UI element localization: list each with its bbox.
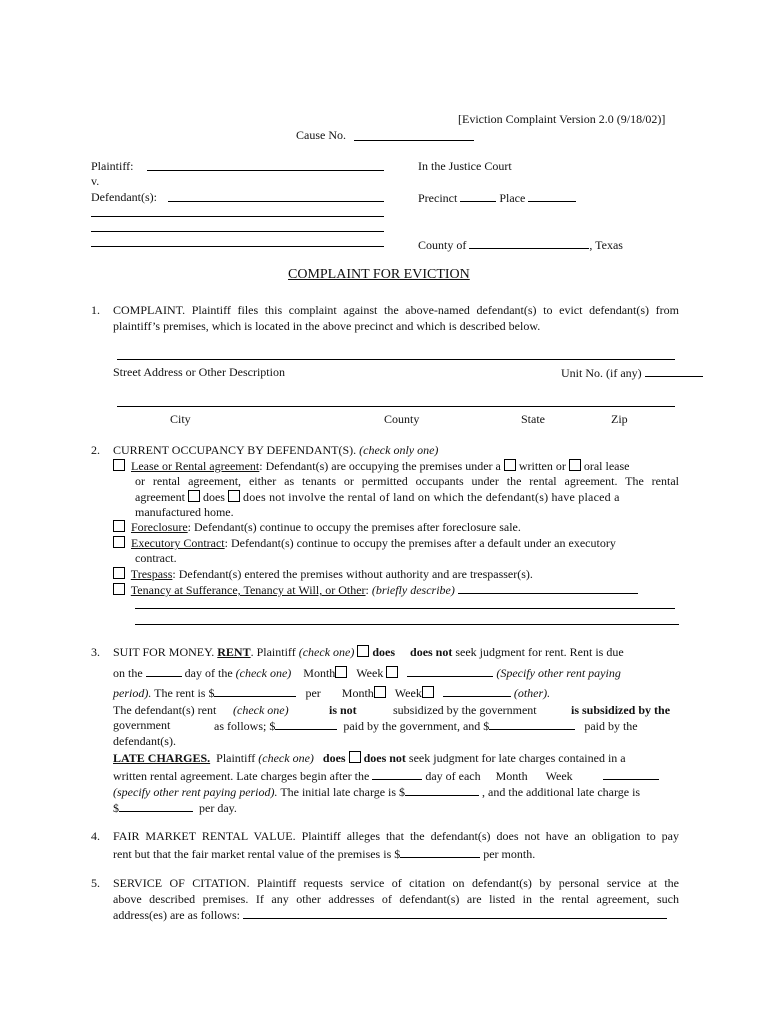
section-4-line2 [113,846,535,861]
late-charges-text: seek judgment for late charges contained in a [408,751,626,765]
addresses-text: address(es) are as follows: [113,908,240,922]
additional-late-field[interactable] [119,800,193,812]
amount-other-field[interactable] [443,685,511,697]
specify-late-note: (specify other rent paying period). [113,785,278,799]
county-label: County [384,412,420,426]
city-county-field[interactable] [117,406,675,407]
place-label: Place [499,191,526,205]
gov-paid-amount-field[interactable] [275,718,337,730]
executory-checkbox[interactable] [113,536,125,548]
does-checkbox[interactable] [188,490,200,502]
amount-month-label: Month [341,686,374,700]
late-week-label: Week [545,769,573,783]
rent-line-3 [113,685,550,700]
does-not-text: does not involve the rental of land on which the defendant(s) have placed a [242,490,620,504]
subsidy-check-one: (check one) [233,703,289,717]
is-subsidized-label: is subsidized by the [571,703,671,717]
other-note: (other). [513,686,551,700]
written-checkbox[interactable] [504,459,516,471]
foreclosure-label: Foreclosure [131,520,188,534]
rent-line-2 [113,665,621,680]
rent-month-label: Month [303,666,336,680]
foreclosure-text: : Defendant(s) continue to occupy the premises after foreclosure sale. [187,520,521,534]
section-5-number: 5. [91,876,100,890]
defendants-rent-label: The defendant(s) rent [113,703,217,717]
tenancy-describe-field[interactable] [458,582,638,594]
tenancy-colon: : [365,583,369,597]
per-day-text: per day. [199,801,237,815]
section-1-text-line1: COMPLAINT. Plaintiff files this complaint against the above-named defendant(s) to evict defendant(s) from [113,303,679,317]
rent-month-checkbox[interactable] [335,666,347,678]
lease-option [113,459,630,473]
tenancy-checkbox[interactable] [113,583,125,595]
rent-does-not-label: does not [410,645,453,659]
rent-does-label: does [372,645,396,659]
lease-text-line2: or rental agreement, either as tenants or permitted occupants under the rental agreement. The rental [135,474,679,488]
unit-no-label: Unit No. (if any) [561,366,642,380]
defendants-rent-text [113,703,216,717]
tenancy-option [113,582,638,597]
document-title: COMPLAINT FOR EVICTION [288,267,470,282]
county-field[interactable] [469,237,589,249]
defendant-field-4[interactable] [91,246,384,247]
agreement-word: agreement [135,490,185,504]
foreclosure-checkbox[interactable] [113,520,125,532]
trespass-option [113,567,533,581]
county-line [418,237,623,252]
rent-other-period-field[interactable] [407,665,493,677]
section-4-number: 4. [91,829,100,843]
rent-period-check-one: (check one) [235,666,292,680]
trespass-checkbox[interactable] [113,567,125,579]
tenant-paid-amount-field[interactable] [489,718,575,730]
paid-by-gov-text: paid by the government, and $ [343,719,490,733]
street-address-label: Street Address or Other Description [113,365,285,379]
is-subsidized-text [571,703,670,717]
written-label: written or [518,459,566,473]
government-text: government [113,718,171,732]
lease-text: : Defendant(s) are occupying the premises under a [259,459,501,473]
oral-checkbox[interactable] [569,459,581,471]
trespass-text: : Defendant(s) entered the premises without authority and are trespasser(s). [172,567,533,581]
briefly-describe-note: (briefly describe) [371,583,455,597]
rent-week-checkbox[interactable] [386,666,398,678]
zip-label: Zip [611,412,628,426]
rent-amount-field[interactable] [214,685,296,697]
section-3-number: 3. [91,645,100,659]
amount-month-checkbox[interactable] [374,686,386,698]
per-month-text: per month. [483,847,536,861]
precinct-line [418,190,576,205]
late-other-period-field[interactable] [603,768,659,780]
late-does-label: does [322,751,346,765]
justice-court-label: In the Justice Court [418,159,512,173]
foreclosure-option [113,520,521,534]
does-not-checkbox[interactable] [228,490,240,502]
place-field[interactable] [528,190,576,202]
defendant-field-2[interactable] [91,216,384,217]
late-does-checkbox[interactable] [349,751,361,763]
versus-label: v. [91,174,100,188]
on-the-text: on the [113,666,143,680]
defendants-end-text: defendant(s). [113,734,176,748]
unit-no-line [561,365,703,380]
cause-no-field[interactable] [354,140,474,141]
late-does-not-label: does not [363,751,406,765]
section-1-text-line2: plaintiff’s premises, which is located in the above precinct and which is described below. [113,319,541,333]
cause-no-label: Cause No. [296,128,346,142]
rent-check-one: (check one) [298,645,355,659]
day-of-the-text: day of the [184,666,233,680]
section-2-heading [113,443,438,457]
section-1-number: 1. [91,303,100,317]
rent-does-checkbox[interactable] [357,645,369,657]
late-line-3 [113,784,640,799]
late-begin-text: written rental agreement. Late charges begin after the [113,769,370,783]
per-text: per [305,686,321,700]
fair-market-field[interactable] [400,846,480,858]
executory-label: Executory Contract [131,536,225,550]
tenancy-describe-line-3[interactable] [135,624,679,625]
other-addresses-field[interactable] [243,907,667,919]
paid-by-the-text: paid by the [584,719,638,733]
suit-for-money-heading: SUIT FOR MONEY. [113,645,215,659]
section-5-line3 [113,907,667,922]
state-label: State [521,412,545,426]
oral-label: oral lease [583,459,630,473]
lease-checkbox[interactable] [113,459,125,471]
period-note: period). [113,686,152,700]
street-address-field[interactable] [117,359,675,360]
seek-rent-text: seek judgment for rent. Rent is due [455,645,624,659]
precinct-label: Precinct [418,191,458,205]
amount-week-checkbox[interactable] [422,686,434,698]
section-2-number: 2. [91,443,100,457]
initial-late-text: The initial late charge is $ [280,785,406,799]
rent-week-label: Week [356,666,384,680]
day-of-each-text: day of each [425,769,481,783]
as-follows-text: as follows; $ [214,719,276,733]
contract-text: contract. [135,551,177,565]
tenancy-label: Tenancy at Sufferance, Tenancy at Will, or Other [130,583,366,597]
specify-other-rent-note: (Specify other rent paying [496,666,621,680]
late-month-label: Month [495,769,528,783]
texas-label: , Texas [589,238,623,252]
trespass-label: Trespass [130,567,173,581]
manufactured-home-text: manufactured home. [135,505,234,519]
rent-line-1 [113,645,624,659]
form-version: [Eviction Complaint Version 2.0 (9/18/02)] [458,112,666,126]
gov-payment-line [214,718,638,733]
lease-label: Lease or Rental agreement [131,459,260,473]
city-label: City [170,412,191,426]
rent-due-day-field[interactable] [146,665,182,677]
rent-plaintiff: . Plaintiff [250,645,296,659]
executory-text: : Defendant(s) continue to occupy the premises after a default under an executory [224,536,616,550]
plaintiff-label: Plaintiff: [91,159,134,173]
occupancy-heading: CURRENT OCCUPANCY BY DEFENDANT(S). [113,443,357,457]
rent-heading: RENT [217,645,251,659]
late-line-2 [113,768,659,783]
precinct-field[interactable] [460,190,496,202]
late-charges-heading: LATE CHARGES. [113,751,211,765]
section-4-text-line1: FAIR MARKET RENTAL VALUE. Plaintiff alleges that the defendant(s) does not have an obligation to pay [113,829,679,843]
agreement-line [135,490,620,504]
tenancy-describe-line-2[interactable] [135,608,675,609]
dollar-sign: $ [113,801,119,815]
initial-late-field[interactable] [405,784,479,796]
late-begin-day-field[interactable] [372,768,422,780]
section-5-text-line2: above described premises. If any other addresses of defendant(s) are listed in the rental agreement, such [113,892,679,906]
rent-is-text: The rent is $ [154,686,215,700]
defendant-field-1[interactable] [168,201,384,202]
late-line-4 [113,800,237,815]
executory-option [113,536,616,550]
plaintiff-field[interactable] [147,170,384,171]
check-only-one-note: (check only one) [359,443,439,457]
late-charges-line: LATE CHARGES. Plaintiff (check one) does does not seek judgment for late charges contained in a [113,751,626,765]
county-of-label: County of [418,238,467,252]
section-5-text-line1: SERVICE OF CITATION. Plaintiff requests service of citation on defendant(s) by personal service at the [113,876,679,890]
late-check-one: (check one) [258,751,314,765]
does-label: does [202,490,225,504]
defendant-field-3[interactable] [91,231,384,232]
defendants-label: Defendant(s): [91,190,157,204]
fair-market-text: rent but that the fair market rental value of the premises is $ [113,847,401,861]
unit-no-field[interactable] [645,365,703,377]
additional-late-text: , and the additional late charge is [482,785,641,799]
subsidized-gov-text: subsidized by the government [393,703,537,717]
amount-week-label: Week [394,686,422,700]
is-not-label: is not [329,703,357,717]
